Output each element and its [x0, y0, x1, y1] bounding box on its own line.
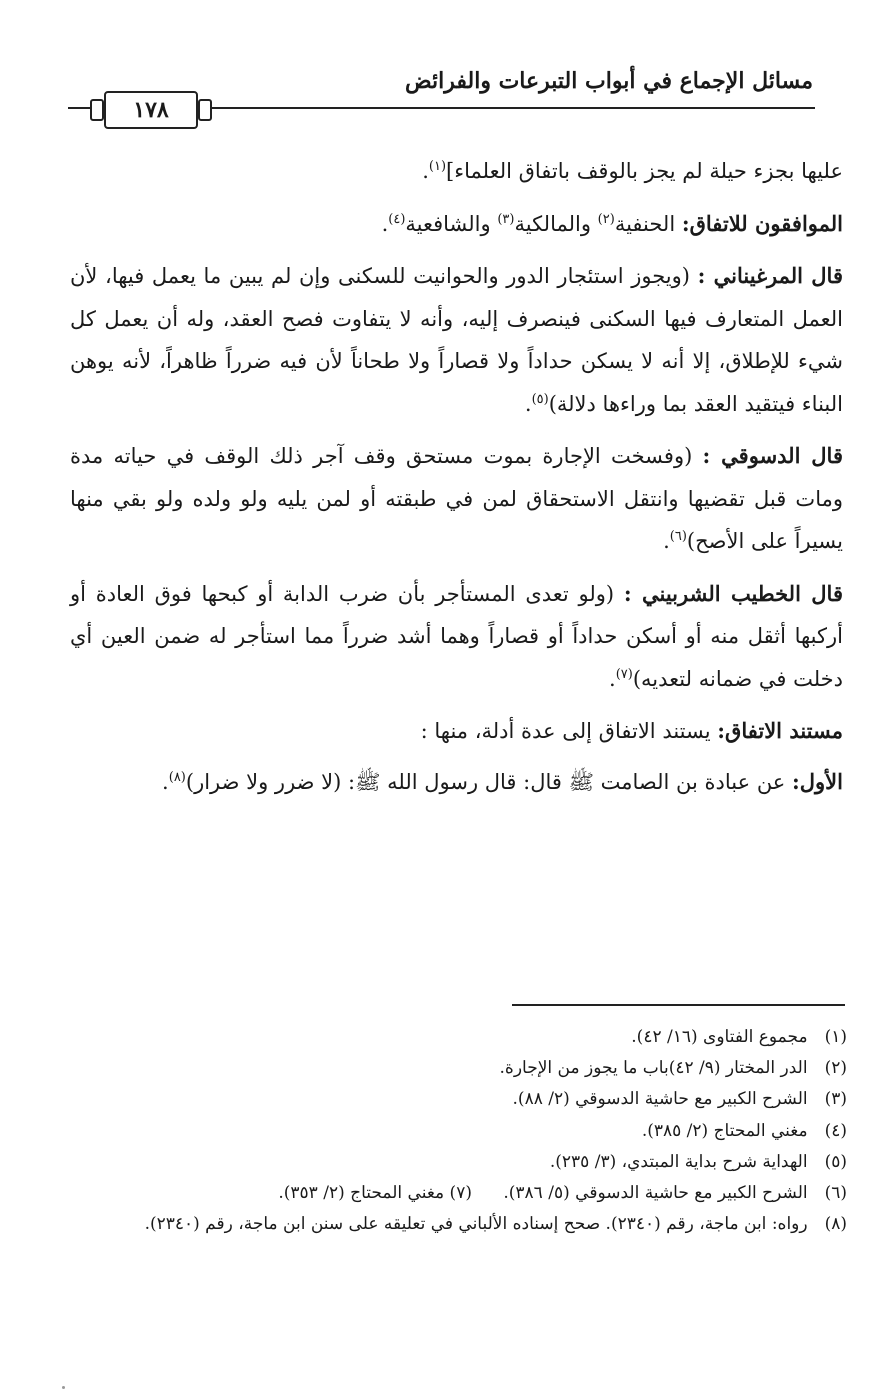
footnote-text: الشرح الكبير مع حاشية الدسوقي (٢/ ٨٨). [512, 1089, 808, 1110]
paragraph-shirbini [70, 573, 843, 701]
footnote-item [70, 1178, 847, 1209]
footnote-number: (٧) [449, 1183, 472, 1204]
footnote-text: الدر المختار (٩/ ٤٢)باب ما يجوز من الإجارة. [499, 1058, 808, 1079]
page-number: ١٧٨ [133, 97, 169, 123]
footnote-text: رواه: ابن ماجة، رقم (٢٣٤٠). صحح إسناده الألباني في تعليقه على سنن ابن ماجة، رقم (٢٣٤٠). [144, 1214, 808, 1235]
paragraph-lead: مستند الاتفاق: [717, 718, 843, 743]
paragraph-tail: . [663, 529, 670, 553]
footnote-text: الشرح الكبير مع حاشية الدسوقي (٥/ ٣٨٦). [503, 1183, 808, 1204]
paragraph-lead: قال الدسوقي : [702, 443, 843, 468]
paragraph-lead: قال الخطيب الشربيني : [623, 580, 843, 606]
paragraph-tail: . [162, 769, 169, 794]
footnote-number: (٤) [824, 1120, 847, 1141]
footnote-item [70, 1116, 847, 1147]
footnote-ref: (٦) [669, 529, 687, 544]
footnote-text: مغني المحتاج (٢/ ٣٥٣). [278, 1183, 445, 1204]
footnote-number: (٣) [824, 1089, 847, 1110]
footnote-number: (٦) [824, 1183, 847, 1204]
school-shafii: والشافعية [405, 211, 498, 236]
paragraph-lead: قال المرغيناني : [697, 263, 843, 288]
paragraph-tail: . [381, 211, 389, 236]
scan-speck [62, 1386, 65, 1389]
paragraph-tail: . [524, 391, 532, 416]
paragraph-marghinani [70, 255, 843, 425]
footnote-number: (٨) [824, 1214, 847, 1235]
paragraph-first-evidence [70, 761, 843, 804]
paragraph-text: عليها بجزء حيلة لم يجز بالوقف باتفاق العلماء] [446, 159, 843, 183]
footnote-item [70, 1209, 847, 1240]
paragraph-agreeing-schools [70, 203, 843, 246]
footnote-ref: (٧) [615, 666, 633, 682]
footnote-item [70, 1084, 847, 1115]
footnote-item [70, 1147, 847, 1178]
footnote-text: الهداية شرح بداية المبتدي، (٣/ ٢٣٥). [549, 1151, 808, 1172]
footnote-ref: (٢) [597, 211, 615, 227]
main-text [70, 150, 843, 813]
paragraph-text: (ولو تعدى المستأجر بأن ضرب الدابة أو كبحها فوق العادة أو أركبها أثقل منه أو أسكن حداداً أو قصاراً وهما أشد ضرراً مما استأجر له ضمن العين أي دخلت في ضمانه لتعديه) [70, 581, 843, 691]
paragraph-tail: . [609, 666, 616, 691]
footnote-ref: (٥) [531, 391, 549, 407]
running-header-title: مسائل الإجماع في أبواب التبرعات والفرائض [405, 68, 813, 94]
paragraph-text: عن عبادة بن الصامت ﷺ قال: قال رسول الله ﷺ: (لا ضرر ولا ضرار) [185, 769, 786, 794]
paragraph-lead: الأول: [792, 768, 843, 794]
footnote-ref: (٨) [168, 769, 186, 785]
footnotes [70, 1022, 847, 1240]
paragraph-text: يستند الاتفاق إلى عدة أدلة، منها : [420, 719, 711, 743]
paragraph-text: (وفسخت الإجارة بموت مستحق وقف آجر ذلك الوقف في حياته مدة ومات قبل تقضيها وانتقل الاستحقاق لمن في طبقته أو لمن يليه ولو ولده ولو بقي منها يسيراً على الأصح) [70, 444, 843, 553]
page-number-ornament [104, 91, 198, 129]
footnote-ref: (٤) [388, 211, 406, 227]
paragraph-tail: . [422, 159, 429, 183]
footnote-item [70, 1022, 847, 1053]
footnote-separator [512, 1004, 845, 1006]
footnote-number: (٥) [824, 1151, 847, 1172]
paragraph-text: (ويجوز استئجار الدور والحوانيت للسكنى وإن لم يبين ما يعمل فيها، لأن العمل المتعارف فيها السكنى فينصرف إليه، وأنه لا يتفاوت فصح العقد، وله أن يعمل كل شيء للإطلاق، إلا أنه لا يسكن حداداً ولا قصاراً ولا طحاناً لأن فيه ضرراً ظاهراً، لأنه يوهن البناء فيتقيد العقد بما وراءها دلالة) [70, 264, 843, 416]
footnote-text: مجموع الفتاوى (١٦/ ٤٢). [631, 1027, 808, 1047]
footnote-text: مغني المحتاج (٢/ ٣٨٥). [641, 1120, 808, 1141]
footnote-ref: (١) [428, 159, 447, 174]
footnote-number: (١) [824, 1027, 847, 1047]
paragraph-lead: الموافقون للاتفاق: [681, 210, 843, 236]
paragraph-evidence-heading [70, 710, 843, 753]
footnote-item [70, 1053, 847, 1084]
footnote-number: (٢) [824, 1058, 847, 1079]
footnote-ref: (٣) [497, 211, 515, 227]
paragraph-dasuqi [70, 435, 843, 563]
school-maliki: والمالكية [514, 211, 598, 236]
paragraph-continuation [70, 150, 843, 193]
school-hanafi: الحنفية [614, 211, 676, 236]
